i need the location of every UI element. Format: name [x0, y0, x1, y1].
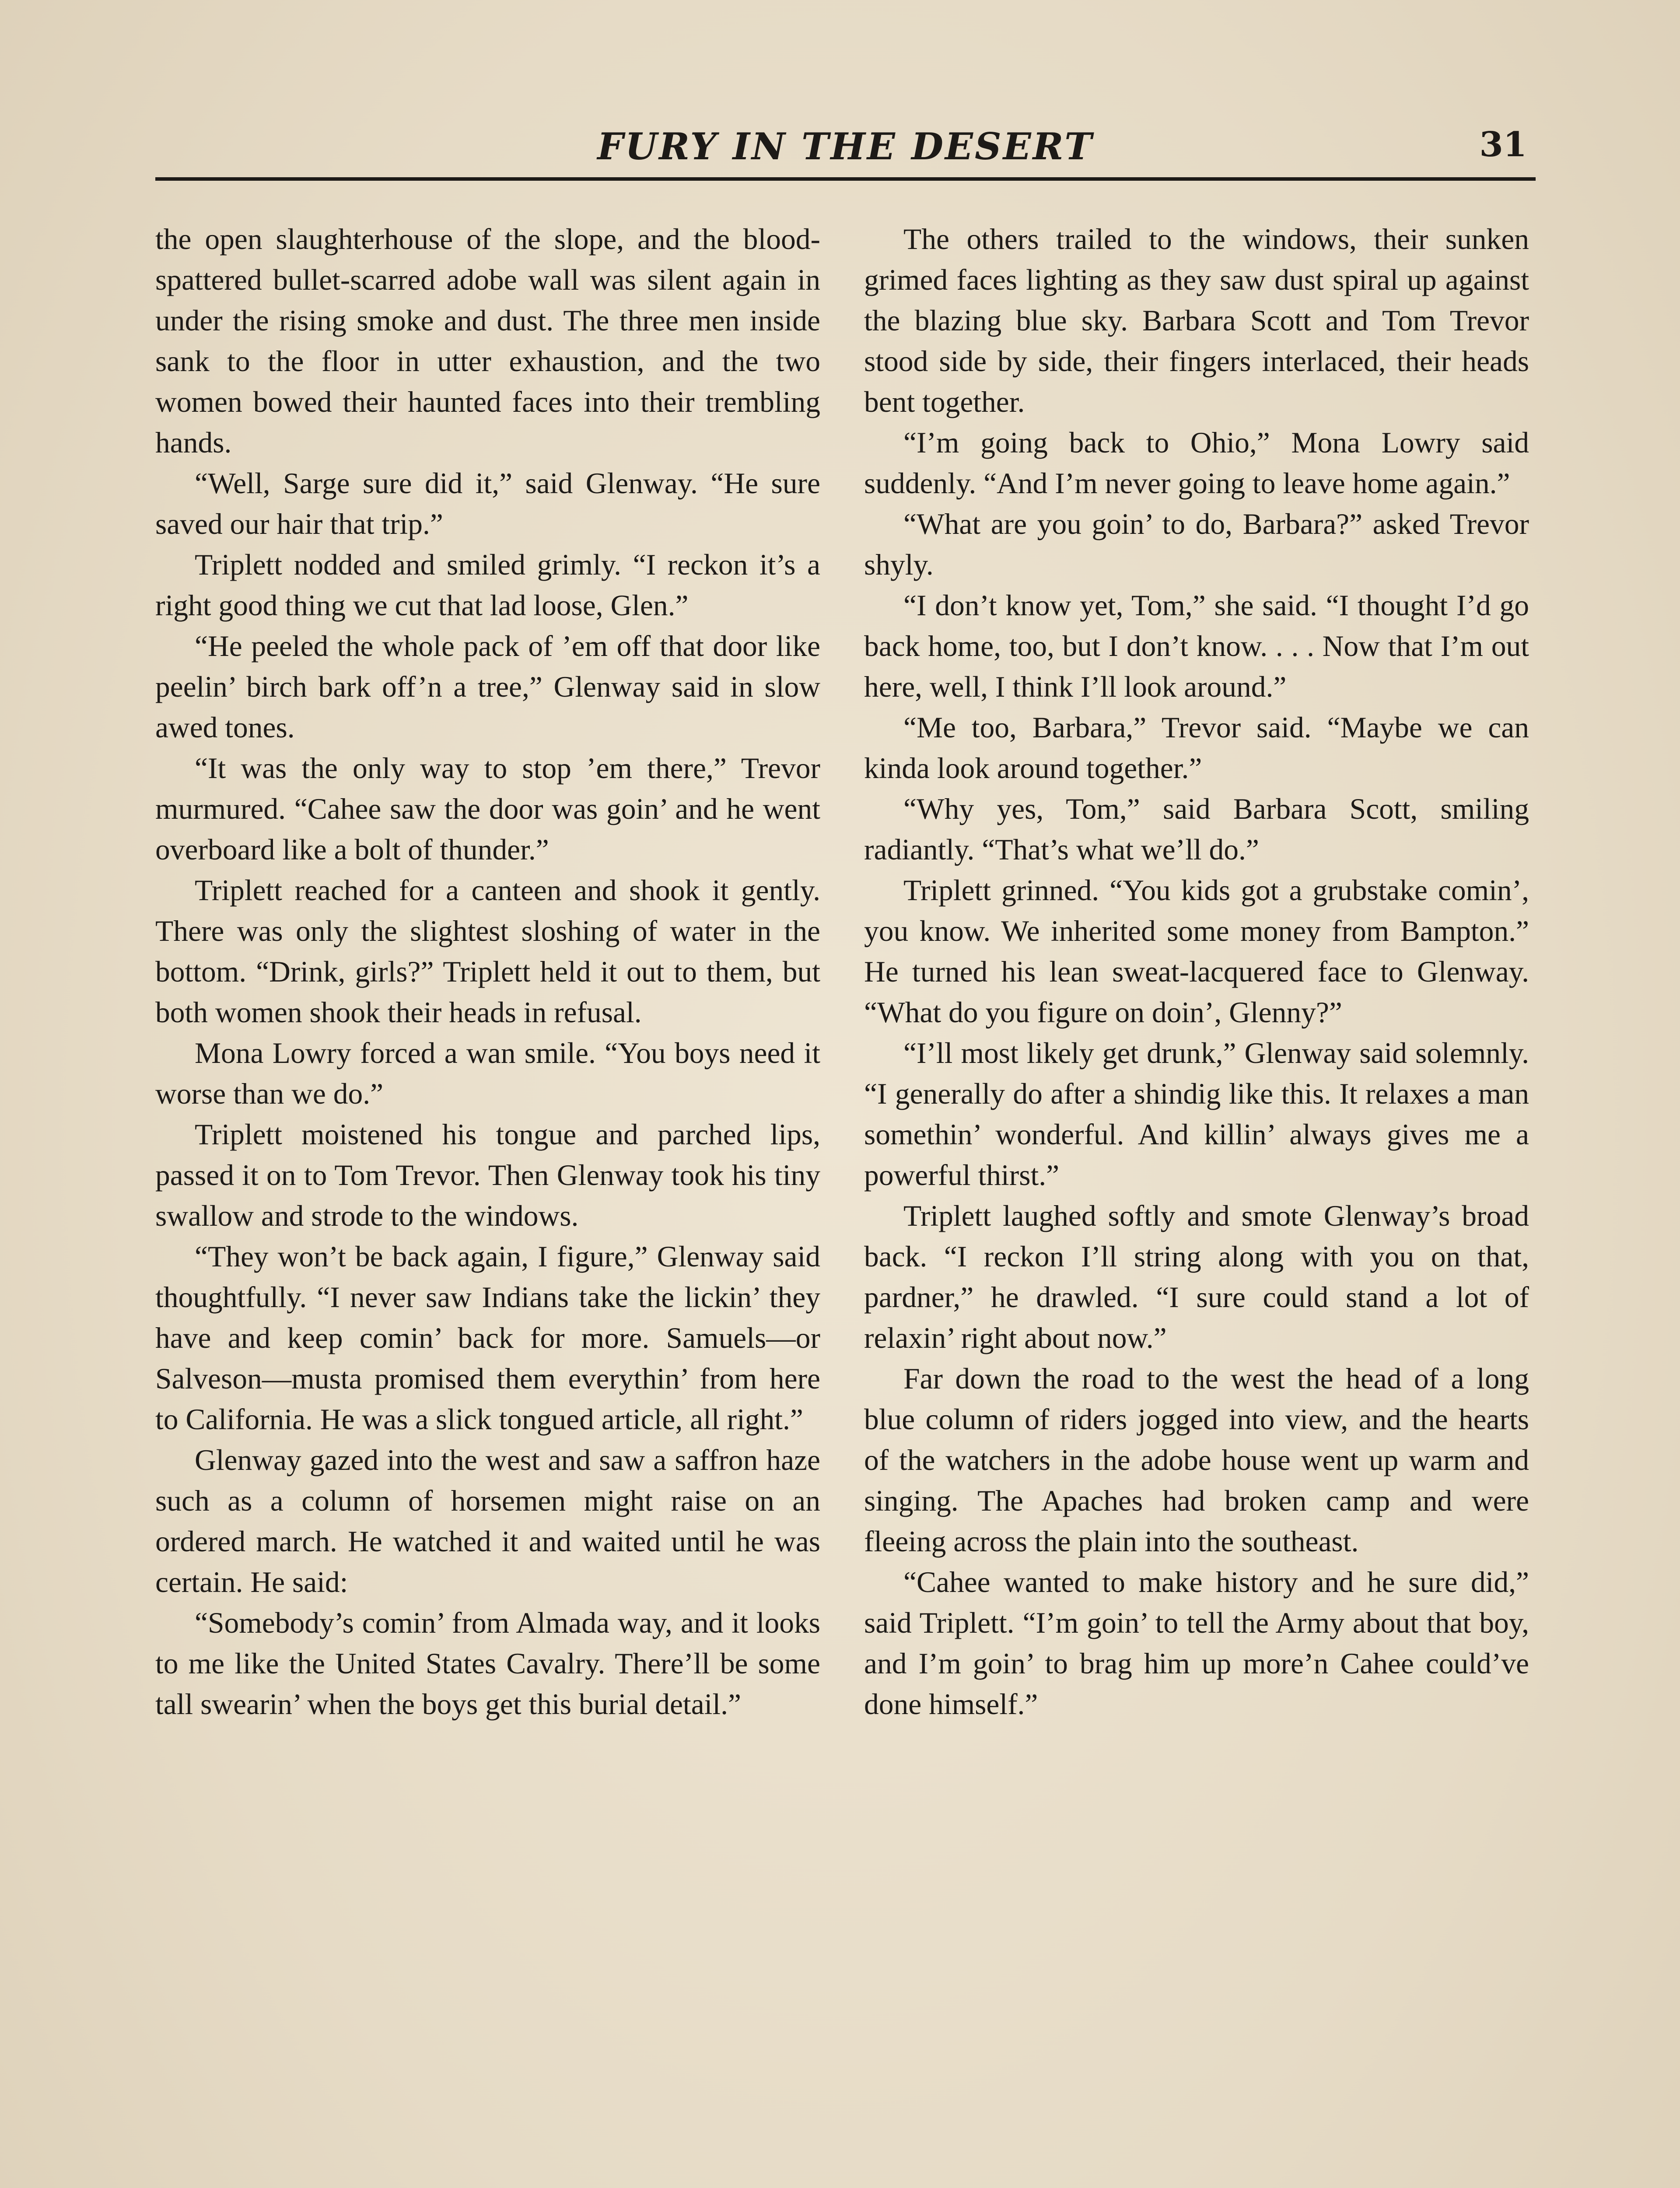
left-column: [155, 219, 820, 1725]
paragraph: The others trailed to the windows, their sunken grimed faces lighting as they saw dust spiral up against the blazing blue sky. Barbara Scott and Tom Trevor stood side by side, their fingers interlaced, their heads bent together.: [864, 223, 1529, 418]
paragraph: “They won’t be back again, I figure,” Glenway said thoughtfully. “I never saw Indians take the lickin’ they have and keep comin’ back for more. Samuels—or Salveson—musta promised them everythin’ from here to California. He was a slick tongued article, all right.”: [155, 1240, 820, 1436]
paragraph: “Cahee wanted to make history and he sure did,” said Triplett. “I’m goin’ to tell the Army about that boy, and I’m goin’ to brag him up more’n Cahee could’ve done himself.”: [864, 1566, 1529, 1721]
page-header: [155, 116, 1536, 182]
paragraph: “It was the only way to stop ’em there,” Trevor murmured. “Cahee saw the door was goin’ and he went overboard like a bolt of thunder.”: [155, 752, 820, 866]
page-number: 31: [1479, 125, 1527, 165]
right-column: [864, 219, 1529, 1725]
paragraph: Triplett grinned. “You kids got a grubstake comin’, you know. We inherited some money from Bampton.” He turned his lean sweat-lacquered face to Glenway. “What do you figure on doin’, Glenny?”: [864, 874, 1529, 1029]
paragraph: “I don’t know yet, Tom,” she said. “I thought I’d go back home, too, but I don’t know. . . . Now that I’m out here, well, I think I’ll look around.”: [864, 589, 1529, 703]
paragraph: Mona Lowry forced a wan smile. “You boys need it worse than we do.”: [155, 1037, 820, 1110]
paragraph: Triplett moistened his tongue and parched lips, passed it on to Tom Trevor. Then Glenway took his tiny swallow and strode to the windows.: [155, 1118, 820, 1232]
paragraph: “I’m going back to Ohio,” Mona Lowry said suddenly. “And I’m never going to leave home again.”: [864, 426, 1529, 500]
paragraph: “I’ll most likely get drunk,” Glenway said solemnly. “I generally do after a shindig like this. It relaxes a man somethin’ wonderful. And killin’ always gives me a powerful thirst.”: [864, 1037, 1529, 1192]
paragraph: Glenway gazed into the west and saw a saffron haze such as a column of horsemen might raise on an ordered march. He watched it and waited until he was certain. He said:: [155, 1444, 820, 1599]
paragraph: “Well, Sarge sure did it,” said Glenway. “He sure saved our hair that trip.”: [155, 467, 820, 540]
paragraph: “He peeled the whole pack of ’em off that door like peelin’ birch bark off’n a tree,” Glenway said in slow awed tones.: [155, 630, 820, 744]
paragraph: Triplett reached for a canteen and shook it gently. There was only the slightest sloshing of water in the bottom. “Drink, girls?” Triplett held it out to them, but both women shook their heads in refusal.: [155, 874, 820, 1029]
paragraph: Triplett nodded and smiled grimly. “I reckon it’s a right good thing we cut that lad loose, Glen.”: [155, 548, 820, 622]
paragraph: “Somebody’s comin’ from Almada way, and it looks to me like the United States Cavalry. There’ll be some tall swearin’ when the boys get this burial detail.”: [155, 1606, 820, 1721]
paragraph: “Why yes, Tom,” said Barbara Scott, smiling radiantly. “That’s what we’ll do.”: [864, 792, 1529, 866]
paragraph: the open slaughterhouse of the slope, and the blood-spattered bullet-scarred adobe wall was silent again in under the rising smoke and dust. The three men inside sank to the floor in utter exhaustion, and the two women bowed their haunted faces into their trembling hands.: [155, 223, 820, 459]
header-rule: [155, 177, 1536, 181]
paragraph: Triplett laughed softly and smote Glenway’s broad back. “I reckon I’ll string along with you on that, pardner,” he drawled. “I sure could stand a lot of relaxin’ right about now.”: [864, 1199, 1529, 1354]
paragraph: Far down the road to the west the head of a long blue column of riders jogged into view, and the hearts of the watchers in the adobe house went up warm and singing. The Apaches had broken camp and were fleeing across the plain into the southeast.: [864, 1362, 1529, 1558]
running-title: FURY IN THE DESERT: [597, 125, 1094, 168]
paragraph: “What are you goin’ to do, Barbara?” asked Trevor shyly.: [864, 508, 1529, 581]
paragraph: “Me too, Barbara,” Trevor said. “Maybe we can kinda look around together.”: [864, 711, 1529, 785]
